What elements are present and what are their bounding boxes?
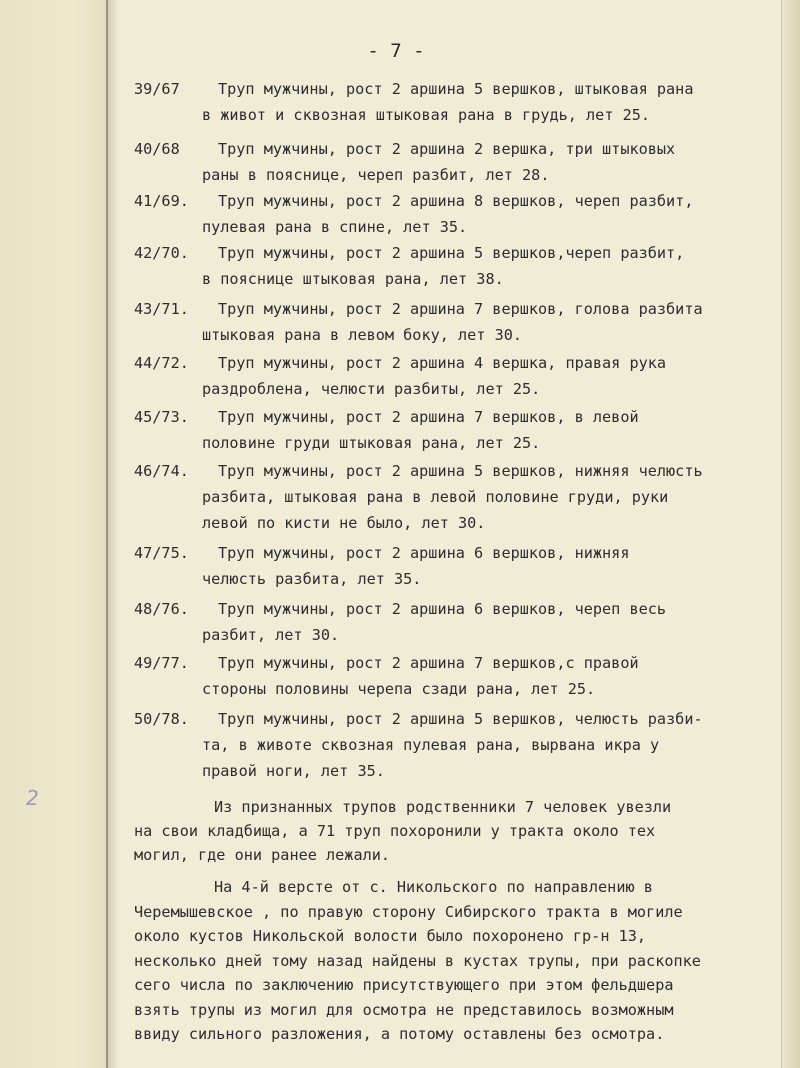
entry-text-line: правой ноги, лет 35. [202, 762, 385, 780]
entry-text-line: Труп мужчины, рост 2 аршина 6 вершков, нижняя [218, 544, 630, 562]
underlying-page-strip [0, 0, 108, 1068]
entry-text-line: раны в пояснице, череп разбит, лет 28. [202, 166, 550, 184]
entry-number: 49/77. [134, 654, 189, 672]
entry-number: 46/74. [134, 462, 189, 480]
entry-text-line: Труп мужчины, рост 2 аршина 5 вершков, штыковая рана [218, 80, 694, 98]
entry-text-line: левой по кисти не было, лет 30. [202, 514, 486, 532]
paragraph-line: взять трупы из могил для осмотра не представилось возможным [134, 1000, 674, 1019]
document-body [118, 0, 782, 1068]
paragraph-line: несколько дней тому назад найдены в кустах трупы, при раскопке [134, 951, 701, 970]
entry-text-line: разбита, штыковая рана в левой половине груди, руки [202, 488, 669, 506]
entry-text-line: разбит, лет 30. [202, 626, 340, 644]
entry-number: 41/69. [134, 192, 189, 210]
paragraph-line: ввиду сильного разложения, а потому оставлены без осмотра. [134, 1025, 665, 1043]
entry-number: 50/78. [134, 710, 189, 728]
entry-text-line: Труп мужчины, рост 2 аршина 2 вершка, три штыковых [218, 140, 676, 158]
entry-number: 48/76. [134, 600, 189, 618]
paragraph-line: Из признанных трупов родственники 7 человек увезли [214, 798, 672, 816]
entry-number: 47/75. [134, 544, 189, 562]
entry-text-line: Труп мужчины, рост 2 аршина 5 вершков, нижняя челюсть [218, 462, 703, 480]
entry-text-line: пулевая рана в спине, лет 35. [202, 218, 468, 236]
paragraph-line: На 4-й версте от с. Никольского по направлению в [214, 878, 653, 896]
entry-text-line: в живот и сквозная штыковая рана в грудь, лет 25. [202, 106, 651, 124]
entry-text-line: штыковая рана в левом боку, лет 30. [202, 326, 523, 344]
paragraph-line: на свои кладбища, а 71 труп похоронили у тракта около тех [134, 822, 656, 840]
entry-number: 42/70. [134, 244, 189, 262]
paragraph-line: Черемышевское , по правую сторону Сибирского тракта в могиле [134, 902, 683, 921]
binding-shadow [108, 0, 118, 1068]
entry-text-line: в пояснице штыковая рана, лет 38. [202, 270, 504, 288]
entry-text-line: челюсть разбита, лет 35. [202, 570, 422, 588]
entry-number: 45/73. [134, 408, 189, 426]
margin-pencil-mark: 2 [26, 786, 39, 810]
page-right-edge [781, 0, 800, 1068]
entry-text-line: Труп мужчины, рост 2 аршина 7 вершков, голова разбита [218, 300, 703, 318]
entry-number: 44/72. [134, 354, 189, 372]
page-number: - 7 - [367, 40, 425, 62]
entry-text-line: Труп мужчины, рост 2 аршина 4 вершка, правая рука [218, 354, 667, 372]
paragraph-line: сего числа по заключению присутствующего при этом фельдшера [134, 976, 674, 994]
entry-number: 43/71. [134, 300, 189, 318]
entry-text-line: Труп мужчины, рост 2 аршина 6 вершков, череп весь [218, 600, 667, 618]
entry-text-line: та, в животе сквозная пулевая рана, вырвана икра у [202, 736, 660, 754]
entry-text-line: Труп мужчины, рост 2 аршина 5 вершков,череп разбит, [218, 244, 685, 262]
entry-text-line: стороны половины черепа сзади рана, лет 25. [202, 680, 596, 698]
entry-text-line: Труп мужчины, рост 2 аршина 7 вершков,с правой [218, 654, 639, 672]
entry-text-line: половине груди штыковая рана, лет 25. [202, 434, 541, 452]
entry-text-line: Труп мужчины, рост 2 аршина 7 вершков, в левой [218, 408, 639, 426]
paragraph-line: около кустов Никольской волости было похоронено гр-н 13, [134, 927, 647, 945]
paragraph-line: могил, где они ранее лежали. [134, 846, 391, 864]
entry-number: 39/67 [134, 80, 180, 98]
entry-text-line: Труп мужчины, рост 2 аршина 5 вершков, челюсть разби- [218, 710, 703, 728]
entry-number: 40/68 [134, 140, 180, 158]
entry-text-line: раздроблена, челюсти разбиты, лет 25. [202, 380, 541, 398]
entry-text-line: Труп мужчины, рост 2 аршина 8 вершков, череп разбит, [218, 192, 694, 210]
